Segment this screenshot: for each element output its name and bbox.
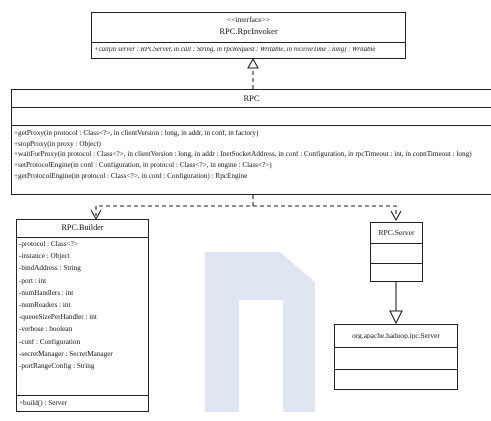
rpc-attributes-section (12, 107, 491, 125)
ipc-server-class-name: org.apache.hadoop.ipc.Server (352, 332, 440, 340)
rpc-server-class-box (370, 222, 423, 282)
rpc-method-get-proxy: +getProxy(in protocol : Class<?>, in clientVersion : long, in addr, in conf, in factory) (14, 130, 259, 137)
builder-attr-num-readers: -numReaders : int (19, 302, 71, 310)
builder-attr-conf: -conf : Configuration (19, 338, 81, 346)
builder-method-build: +build() : Server (19, 400, 67, 407)
server-class-name: RPC.Server (378, 229, 415, 237)
ipc-server-attributes-section (335, 347, 457, 369)
server-methods-section (371, 263, 422, 281)
builder-attr-bind-address: -bindAddress : String (19, 265, 81, 273)
generalization-arrowhead (390, 311, 402, 323)
rpc-methods-section (12, 125, 491, 180)
rpc-class-box (11, 89, 491, 195)
builder-class-name: RPC.Builder (61, 224, 104, 232)
builder-attributes-section (17, 237, 148, 395)
builder-dependency-line (96, 195, 253, 216)
rpc-method-set-protocol-engine: +setProtocolEngine(in conf : Configuration, in protocol : Class<?>, in engine : Class<?>) (14, 162, 272, 170)
realization-arrowhead (248, 59, 258, 68)
server-attributes-section (371, 243, 422, 263)
builder-attr-protocol: -protocol : Class<?> (19, 241, 78, 248)
rpc-builder-class-box (16, 219, 149, 412)
builder-attr-port-range-config: -portRangeConfig : String (19, 363, 95, 371)
server-dependency-line (253, 206, 396, 217)
rpc-method-get-protocol-engine: +getProtocolEngine(in protocol : Class<?>, in conf : Configuration) : RpcEngine (14, 172, 248, 180)
builder-attr-port: -port : int (19, 277, 47, 285)
watermark-logo (205, 252, 315, 412)
ipc-server-methods-section (335, 369, 457, 389)
rpc-class-name: RPC (243, 94, 260, 103)
interface-name: RPC.RpcInvoker (219, 26, 278, 35)
builder-methods-section (17, 395, 148, 407)
rpc-invoker-interface-box (91, 12, 406, 59)
builder-attr-queue-size-per-handler: -queueSizePerHandler : int (19, 314, 97, 322)
rpc-method-stop-proxy: +stopProxy(in proxy : Object) (14, 140, 101, 148)
interface-stereotype: <<interface>> (226, 16, 271, 24)
builder-attr-num-handlers: -numHandlers : int (19, 289, 74, 297)
builder-attr-instance: -instance : Object (19, 253, 70, 261)
builder-attr-verbose: -verbose : boolean (19, 326, 73, 334)
ipc-server-class-box (334, 324, 458, 390)
interface-method: +call(in server : RPCServer, in call : String, in rpcRequest : Writable, in receiveTime : long) : Writable (94, 47, 376, 53)
rpc-method-wait-for-proxy: +waitForProxy(in protocol : Class<?>, in clientVersion : long, in addr : InetSocketAddress, in conf : Configuration, in rpcTimeout : int, in connTimeout : long) (14, 151, 472, 159)
builder-attr-secret-manager: -secretManager : SecretManager (19, 350, 113, 358)
